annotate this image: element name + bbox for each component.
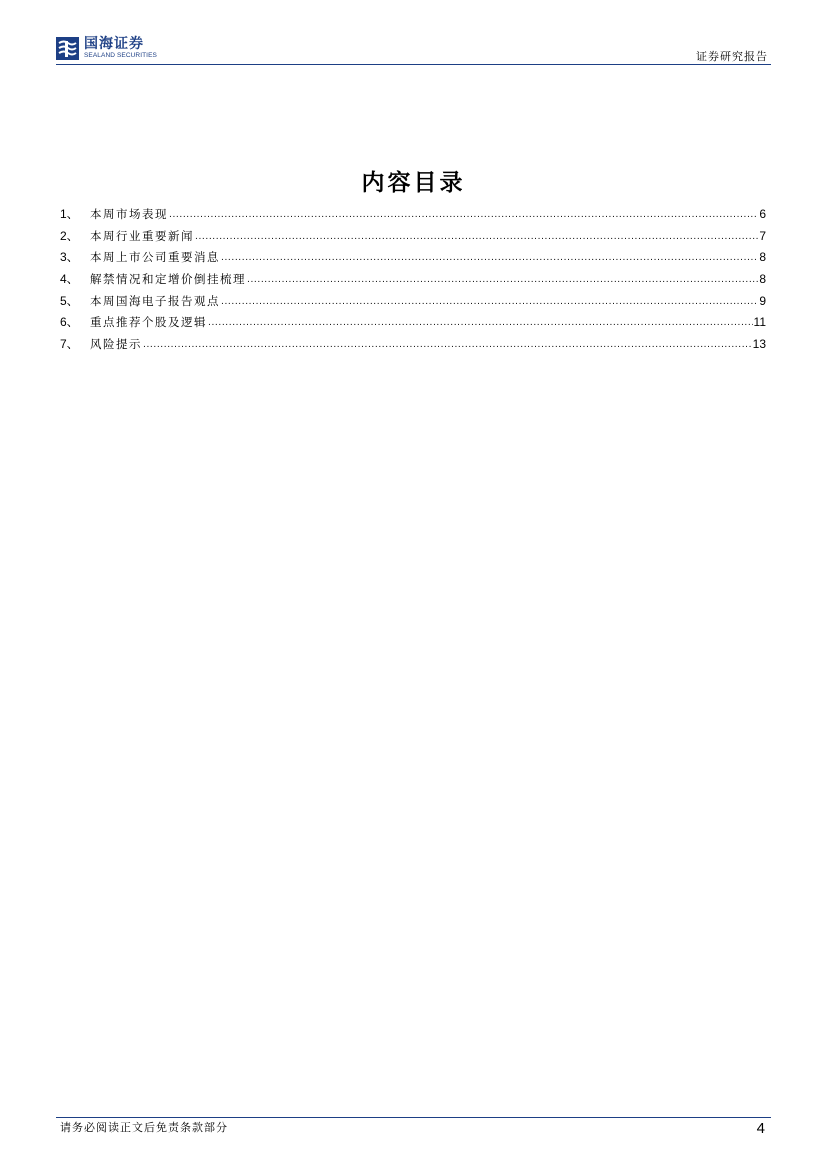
toc-entry-label[interactable]: 风险提示 — [90, 337, 142, 352]
toc-entry-page[interactable]: 9 — [759, 293, 766, 308]
toc-entry-number: 2、 — [60, 228, 79, 243]
company-logo — [56, 37, 157, 60]
toc-entry-number: 5、 — [60, 293, 79, 308]
toc-entry-label[interactable]: 重点推荐个股及逻辑 — [90, 315, 207, 330]
toc-entry-number: 1、 — [60, 207, 79, 221]
toc-entry[interactable] — [60, 247, 766, 269]
toc-entry-page[interactable]: 13 — [752, 337, 766, 352]
logo-chinese-name: 国海证券 — [84, 36, 144, 52]
toc-entry-label[interactable]: 本周市场表现 — [90, 207, 168, 221]
toc-leader-dots — [195, 227, 758, 249]
toc-entry-number: 4、 — [60, 272, 79, 287]
toc-entry[interactable] — [60, 291, 766, 313]
footer-disclaimer: 请务必阅读正文后免责条款部分 — [60, 1121, 228, 1134]
report-type-label: 证券研究报告 — [696, 50, 768, 63]
toc-entry-label[interactable]: 本周国海电子报告观点 — [90, 293, 220, 308]
toc-leader-dots — [221, 248, 758, 270]
toc-entry[interactable] — [60, 226, 766, 248]
toc-entry-page[interactable]: 7 — [759, 228, 766, 243]
toc-leader-dots — [143, 335, 752, 357]
page-header — [56, 34, 770, 64]
toc-entry-label[interactable]: 本周上市公司重要消息 — [90, 250, 220, 265]
toc-title: 内容目录 — [361, 169, 466, 196]
sealand-logo-icon — [56, 37, 79, 60]
toc-entry-page[interactable]: 6 — [759, 207, 766, 221]
toc-entry-label[interactable]: 解禁情况和定增价倒挂梳理 — [90, 272, 246, 287]
toc-entry-number: 7、 — [60, 337, 79, 352]
page-number: 4 — [756, 1120, 765, 1137]
toc-entry-label[interactable]: 本周行业重要新闻 — [90, 228, 194, 243]
toc-entry-page[interactable]: 11 — [753, 315, 766, 330]
toc-leader-dots — [221, 292, 758, 314]
toc-entry[interactable] — [60, 312, 766, 334]
header-divider — [56, 64, 771, 65]
table-of-contents — [60, 204, 766, 356]
toc-entry[interactable] — [60, 269, 766, 291]
toc-entry-number: 3、 — [60, 250, 79, 265]
logo-english-name: SEALAND SECURITIES — [84, 52, 157, 59]
toc-entry[interactable] — [60, 334, 766, 356]
toc-entry-page[interactable]: 8 — [759, 272, 766, 287]
toc-leader-dots — [169, 205, 758, 227]
toc-leader-dots — [247, 270, 758, 292]
toc-entry[interactable] — [60, 204, 766, 226]
toc-entry-page[interactable]: 8 — [759, 250, 766, 265]
toc-entry-number: 6、 — [60, 315, 79, 330]
footer-divider — [56, 1117, 771, 1118]
toc-leader-dots — [208, 313, 753, 335]
